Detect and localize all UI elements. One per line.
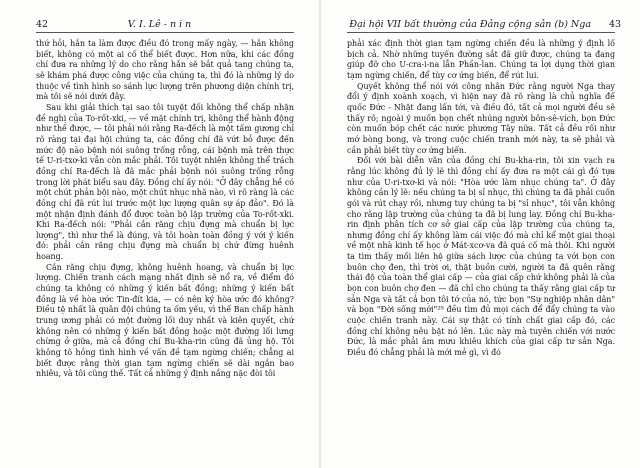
right-page	[321, 0, 640, 468]
left-page-number: 42	[36, 19, 49, 30]
left-page-body	[36, 39, 294, 380]
left-running-head: V. I. Lê - n i n	[127, 19, 192, 30]
right-paragraph: phải xác định thời gian tạm ngừng chiến đều là những ý định lố bịch cả. Nhờ những tuyến đường sắt đã giữ được, chúng ta đang giúp đỡ cho U-cra-i-na lẫn Phần-lan. Chúng ta lợi dụng thời gian tạm ngừng chiến, để tùy cơ ứng biến, để rút lui.	[347, 39, 615, 80]
right-paragraph: Đối với bài diễn văn của đồng chí Bu-kha-rin, tôi xin vạch ra rằng lúc không đủ lý lẽ thì đồng chí ấy đưa ra một cái gì đó tựa như của U-ri-txơ-ki và nói: "Hòa ước làm nhục chúng ta". Ở đây không cần lý lẽ: nếu chúng ta bị sỉ nhục, thì chúng ta đã phải cuốn gói và rút chạy rồi, nhưng tuy chúng ta bị "sỉ nhục", tôi vẫn không cho rằng lập trường của chúng ta đã bị lung lay. Đồng chí Bu-kha-rin định phân tích cơ sở giai cấp của lập trường của chúng ta, nhưng đồng chí ấy không làm cái việc đó mà chỉ kể một giai thoại về một nhà kinh tế học ở Mát-xcơ-va đã quá cố mà thôi. Khi người ta tìm thấy mối liên hệ giữa sách lược của chúng ta với bọn con buôn chợ đen, thì trời ơi, thật buồn cười, người ta đã quên rằng thái độ của toàn thể giai cấp — của giai cấp chứ không phải là của bọn con buôn chợ đen — đã chỉ cho chúng ta thấy rằng giai cấp tư sản Nga và tất cả bọn tôi tớ của nó, tức bọn "Sự nghiệp nhân dân" và bọn "Đời sống mới"²⁹ đều tìm đủ mọi cách để đẩy chúng ta vào cuộc chiến tranh này. Cái sự thật có tính chất giai cấp đó, các đồng chí không nêu bật nó lên. Lúc này mà tuyên chiến với nước Đức, là mắc phải âm mưu khiêu khích của giai cấp tư sản Nga. Điều đó chẳng phải là mới mẻ gì, vì đó	[347, 156, 615, 358]
right-running-head: Đại hội VII bất thường của Đảng cộng sản (b) Nga	[349, 19, 591, 30]
left-paragraph: Sau khi giải thích tại sao tôi tuyệt đối không thể chấp nhận đề nghị của To-rốt-xki, — về mặt chính trị, không thể hành động như thế được, — tôi phải nói rằng Ra-đếch là một tấm gương chỉ rõ ràng tại đại hội chúng ta, các đồng chí đã vứt bỏ được đến mức độ nào bệnh nói suông trống rỗng, cái bệnh mà trên thực tế U-ri-txơ-ki vẫn còn mắc phải. Tôi tuyệt nhiên không thể trách đồng chí Ra-đếch là đã mắc phải bệnh nói suông trống rỗng trong lời phát biểu sau đây. Đồng chí ấy nói: "Ở đây chẳng hề có một chút phản bội nào, một chút nhục nhã nào, vì rõ ràng là các đồng chí đã rút lui trước một lực lượng quân sự áp đảo". Đó là một nhận định đánh đổ được toàn bộ lập trường của To-rốt-xki. Khi Ra-đếch nói: "Phải cắn răng chịu đựng mà chuẩn bị lực lượng", thì như thế là đúng, và tôi hoàn toàn đồng ý với ý kiến đó: phải cắn răng chịu đựng mà chuẩn bị chứ đừng huênh hoang.	[36, 102, 294, 262]
right-header-rule	[347, 32, 615, 33]
left-paragraph: thứ hỏi, hắn ta làm được điều đó trong mấy ngày, — hắn không biết, không có một ai cố thể biết được. Hơn nữa, khi các đồng chí đưa ra những lý do cho rằng hắn sẽ bắt quả tang chúng ta, sẽ khám phá được công việc của chúng ta, thì đó là những lý do thuộc về tình hình so sánh lực lượng trên phương diện chính trị, mà tôi sẽ nói dưới đây.	[36, 39, 294, 102]
right-page-number: 43	[609, 19, 622, 30]
right-page-body	[347, 39, 615, 359]
left-page	[0, 0, 319, 468]
right-paragraph: Quyết không thể nói với công nhân Đức rằng người Nga thay đổi ý định xoành xoạch, vì hiện nay đã rõ ràng là chủ nghĩa đế quốc Đức - Nhật đang lấn tới, và điều đó, tất cả mọi người đều sẽ thấy rõ; ngoài ý muốn bọn chết nhúng người bôn-sê-vích, bọn Đức còn muốn bóp chết các nước phương Tây nữa. Tất cả đều rối như mớ bòng bong, và trong cuộc chiến tranh mới này, ta sẽ phải và cần phải biết tùy cơ ứng biến.	[347, 81, 615, 155]
left-header-rule	[36, 32, 294, 33]
left-paragraph: Cắn răng chịu đựng, không huênh hoang, và chuẩn bị lực lượng. Chiến tranh cách mạng nhất định sẽ nổ ra, về điểm đó chúng ta không có những ý kiến bất đồng; những ý kiến bất đồng là về hòa ước Tin-đít kia, — có nên ký hòa ước đó không? Điều tệ nhất là quân đội chúng ta ốm yếu, vì thế Ban chấp hành trung ương phải có một đường lối duy nhất và kiên quyết, chứ không nên có những ý kiến bất đồng hoặc một đường lối lưng chừng ở giữa, mà cả đồng chí Bu-kha-rin cũng đã ủng hộ. Tôi không tô hồng tình hình về vấn đề tạm ngừng chiến; chẳng ai biết được rằng thời gian tạm ngừng chiến sẽ dài ngắn bao nhiêu, và tôi cũng thế. Tất cả những ý định nắng nặc đòi tôi	[36, 262, 294, 379]
